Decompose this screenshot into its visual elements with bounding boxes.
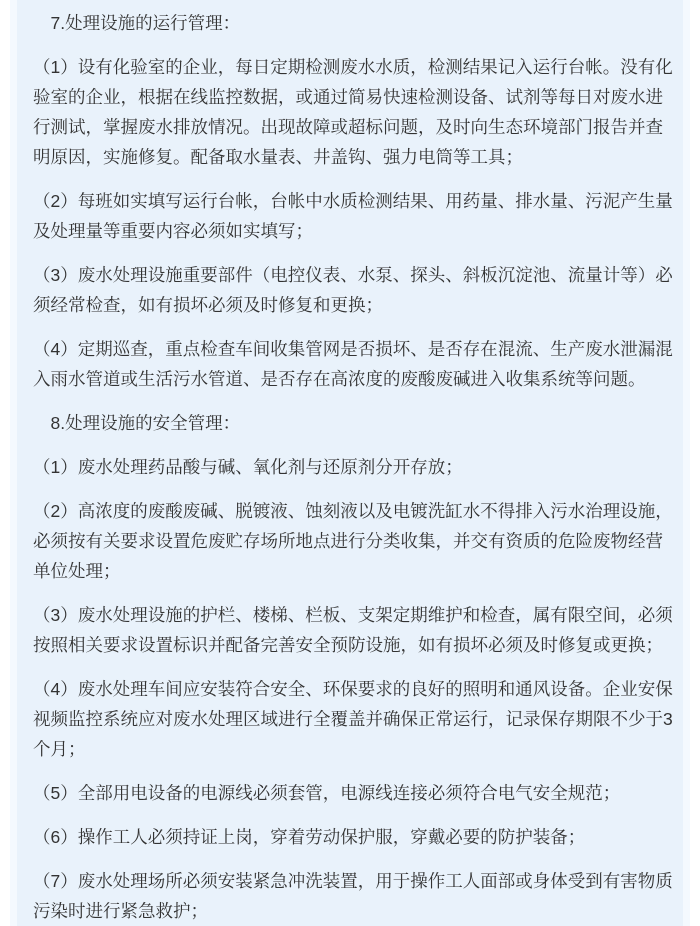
section-8-item-2: （2）高浓度的废酸废碱、脱镀液、蚀刻液以及电镀洗缸水不得排入污水治理设施，必须按有关要求设置危废贮存场所地点进行分类收集，并交有资质的危险废物经营单位处理； (33, 501, 673, 581)
section-8-item-6: （6）操作工人必须持证上岗，穿着劳动保护服，穿戴必要的防护装备； (33, 827, 586, 847)
section-7-heading: 7.处理设施的运行管理： (50, 13, 241, 33)
section-7-item-2: （2）每班如实填写运行台帐，台帐中水质检测结果、用药量、排水量、污泥产生量及处理量等重要内容必须如实填写； (33, 191, 673, 241)
section-8-item-4: （4）废水处理车间应安装符合安全、环保要求的良好的照明和通风设备。企业安保视频监控系统应对废水处理区域进行全覆盖并确保正常运行，记录保存期限不少于3个月； (33, 679, 673, 759)
section-7-item-4: （4）定期巡查，重点检查车间收集管网是否损坏、是否存在混流、生产废水泄漏混入雨水管道或生活污水管道、是否存在高浓度的废酸废碱进入收集系统等问题。 (33, 339, 673, 389)
section-8-heading: 8.处理设施的安全管理： (50, 413, 241, 433)
article-body (10, 0, 690, 926)
section-7-item-3: （3）废水处理设施重要部件（电控仪表、水泵、探头、斜板沉淀池、流量计等）必须经常检查，如有损坏必须及时修复和更换； (33, 265, 673, 315)
section-8-item-3: （3）废水处理设施的护栏、楼梯、栏板、支架定期维护和检查，属有限空间，必须按照相关要求设置标识并配备完善安全预防设施，如有损坏必须及时修复或更换； (33, 605, 673, 655)
section-7-item-1: （1）设有化验室的企业，每日定期检测废水水质，检测结果记入运行台帐。没有化验室的企业，根据在线监控数据，或通过简易快速检测设备、试剂等每日对废水进行测试，掌握废水排放情况。出现故障或超标问题，及时向生态环境部门报告并查明原因，实施修复。配备取水量表、井盖钩、强力电筒等工具； (33, 57, 673, 167)
section-8-item-5: （5）全部用电设备的电源线必须套管，电源线连接必须符合电气安全规范； (33, 783, 621, 803)
section-8-item-1: （1）废水处理药品酸与碱、氧化剂与还原剂分开存放； (33, 457, 463, 477)
section-8-item-7: （7）废水处理场所必须安装紧急冲洗装置，用于操作工人面部或身体受到有害物质污染时进行紧急救护； (33, 871, 673, 921)
